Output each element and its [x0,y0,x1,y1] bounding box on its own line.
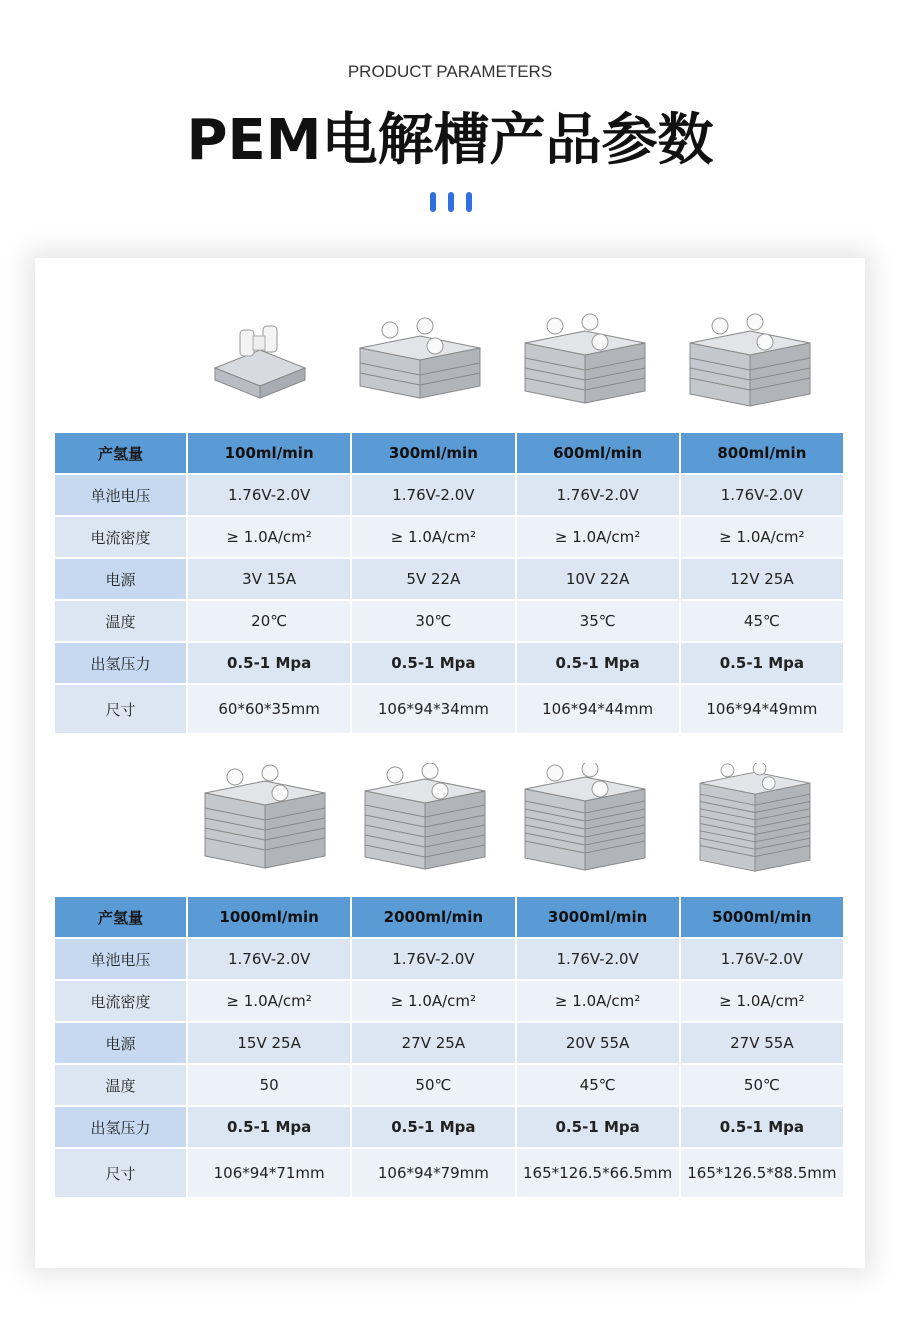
temperature-cell: 50℃ [351,1064,515,1106]
electrolyzer-1000-image [195,763,335,873]
pressure-cell: 0.5-1 Mpa [516,642,680,684]
table-row [55,897,844,938]
table-row [55,684,844,734]
current-density-cell: ≥ 1.0A/cm² [351,980,515,1022]
electrolyzer-100-image [205,308,315,418]
size-cell: 165*126.5*66.5mm [516,1148,680,1198]
row-label-size: 尺寸 [55,1148,187,1198]
table-row [55,1022,844,1064]
size-cell: 165*126.5*88.5mm [680,1148,844,1198]
row-label-power: 电源 [55,558,187,600]
table-row [55,980,844,1022]
power-cell: 5V 22A [351,558,515,600]
current-density-cell: ≥ 1.0A/cm² [516,516,680,558]
flow-cell: 2000ml/min [351,897,515,938]
spec-table-1 [55,433,845,735]
product-images-row-2 [35,763,865,893]
spec-table-2 [55,897,845,1199]
electrolyzer-800-image [680,308,820,418]
row-label-current-density: 电流密度 [55,516,187,558]
pressure-cell: 0.5-1 Mpa [351,642,515,684]
voltage-cell: 1.76V-2.0V [680,474,844,516]
row-label-current-density: 电流密度 [55,980,187,1022]
current-density-cell: ≥ 1.0A/cm² [351,516,515,558]
pressure-cell: 0.5-1 Mpa [516,1106,680,1148]
temperature-cell: 50 [187,1064,351,1106]
power-cell: 20V 55A [516,1022,680,1064]
row-label-temperature: 温度 [55,1064,187,1106]
power-cell: 15V 25A [187,1022,351,1064]
row-label-temperature: 温度 [55,600,187,642]
size-cell: 106*94*44mm [516,684,680,734]
electrolyzer-300-image [350,308,490,418]
pressure-cell: 0.5-1 Mpa [680,1106,844,1148]
table-row [55,1064,844,1106]
row-label-size: 尺寸 [55,684,187,734]
voltage-cell: 1.76V-2.0V [187,938,351,980]
voltage-cell: 1.76V-2.0V [187,474,351,516]
flow-cell: 800ml/min [680,433,844,474]
pressure-cell: 0.5-1 Mpa [351,1106,515,1148]
row-label-pressure: 出氢压力 [55,1106,187,1148]
table-row [55,642,844,684]
current-density-cell: ≥ 1.0A/cm² [680,516,844,558]
table-row [55,558,844,600]
table-row [55,938,844,980]
size-cell: 106*94*34mm [351,684,515,734]
flow-cell: 1000ml/min [187,897,351,938]
stack-svg [350,308,490,418]
voltage-cell: 1.76V-2.0V [516,938,680,980]
size-cell: 60*60*35mm [187,684,351,734]
voltage-cell: 1.76V-2.0V [351,938,515,980]
table-row [55,516,844,558]
power-cell: 27V 25A [351,1022,515,1064]
voltage-cell: 1.76V-2.0V [516,474,680,516]
temperature-cell: 50℃ [680,1064,844,1106]
power-cell: 10V 22A [516,558,680,600]
temperature-cell: 20℃ [187,600,351,642]
row-label-power: 电源 [55,1022,187,1064]
row-label-flow: 产氢量 [55,897,187,938]
temperature-cell: 45℃ [516,1064,680,1106]
row-label-voltage: 单池电压 [55,938,187,980]
table-row [55,474,844,516]
temperature-cell: 35℃ [516,600,680,642]
flow-cell: 3000ml/min [516,897,680,938]
row-label-flow: 产氢量 [55,433,187,474]
flow-cell: 300ml/min [351,433,515,474]
table-row [55,600,844,642]
row-label-voltage: 单池电压 [55,474,187,516]
flow-cell: 5000ml/min [680,897,844,938]
power-cell: 27V 55A [680,1022,844,1064]
power-cell: 3V 15A [187,558,351,600]
power-cell: 12V 25A [680,558,844,600]
table-row [55,1148,844,1198]
current-density-cell: ≥ 1.0A/cm² [680,980,844,1022]
table-row [55,433,844,474]
flow-cell: 600ml/min [516,433,680,474]
decorative-dots [430,192,472,212]
temperature-cell: 30℃ [351,600,515,642]
voltage-cell: 1.76V-2.0V [351,474,515,516]
pressure-cell: 0.5-1 Mpa [680,642,844,684]
voltage-cell: 1.76V-2.0V [680,938,844,980]
size-cell: 106*94*49mm [680,684,844,734]
flow-cell: 100ml/min [187,433,351,474]
electrolyzer-5000-image [685,763,825,873]
current-density-cell: ≥ 1.0A/cm² [516,980,680,1022]
current-density-cell: ≥ 1.0A/cm² [187,516,351,558]
header-subtitle: PRODUCT PARAMETERS [347,62,553,81]
spec-card [35,258,865,1268]
page-title: PEM电解槽产品参数 [186,108,714,173]
pressure-cell: 0.5-1 Mpa [187,1106,351,1148]
electrolyzer-2000-image [355,763,495,873]
electrolyzer-3000-image [515,763,655,873]
row-label-pressure: 出氢压力 [55,642,187,684]
electrolyzer-600-image [515,308,655,418]
temperature-cell: 45℃ [680,600,844,642]
current-density-cell: ≥ 1.0A/cm² [187,980,351,1022]
product-images-row-1 [35,308,865,438]
size-cell: 106*94*71mm [187,1148,351,1198]
pressure-cell: 0.5-1 Mpa [187,642,351,684]
table-row [55,1106,844,1148]
size-cell: 106*94*79mm [351,1148,515,1198]
